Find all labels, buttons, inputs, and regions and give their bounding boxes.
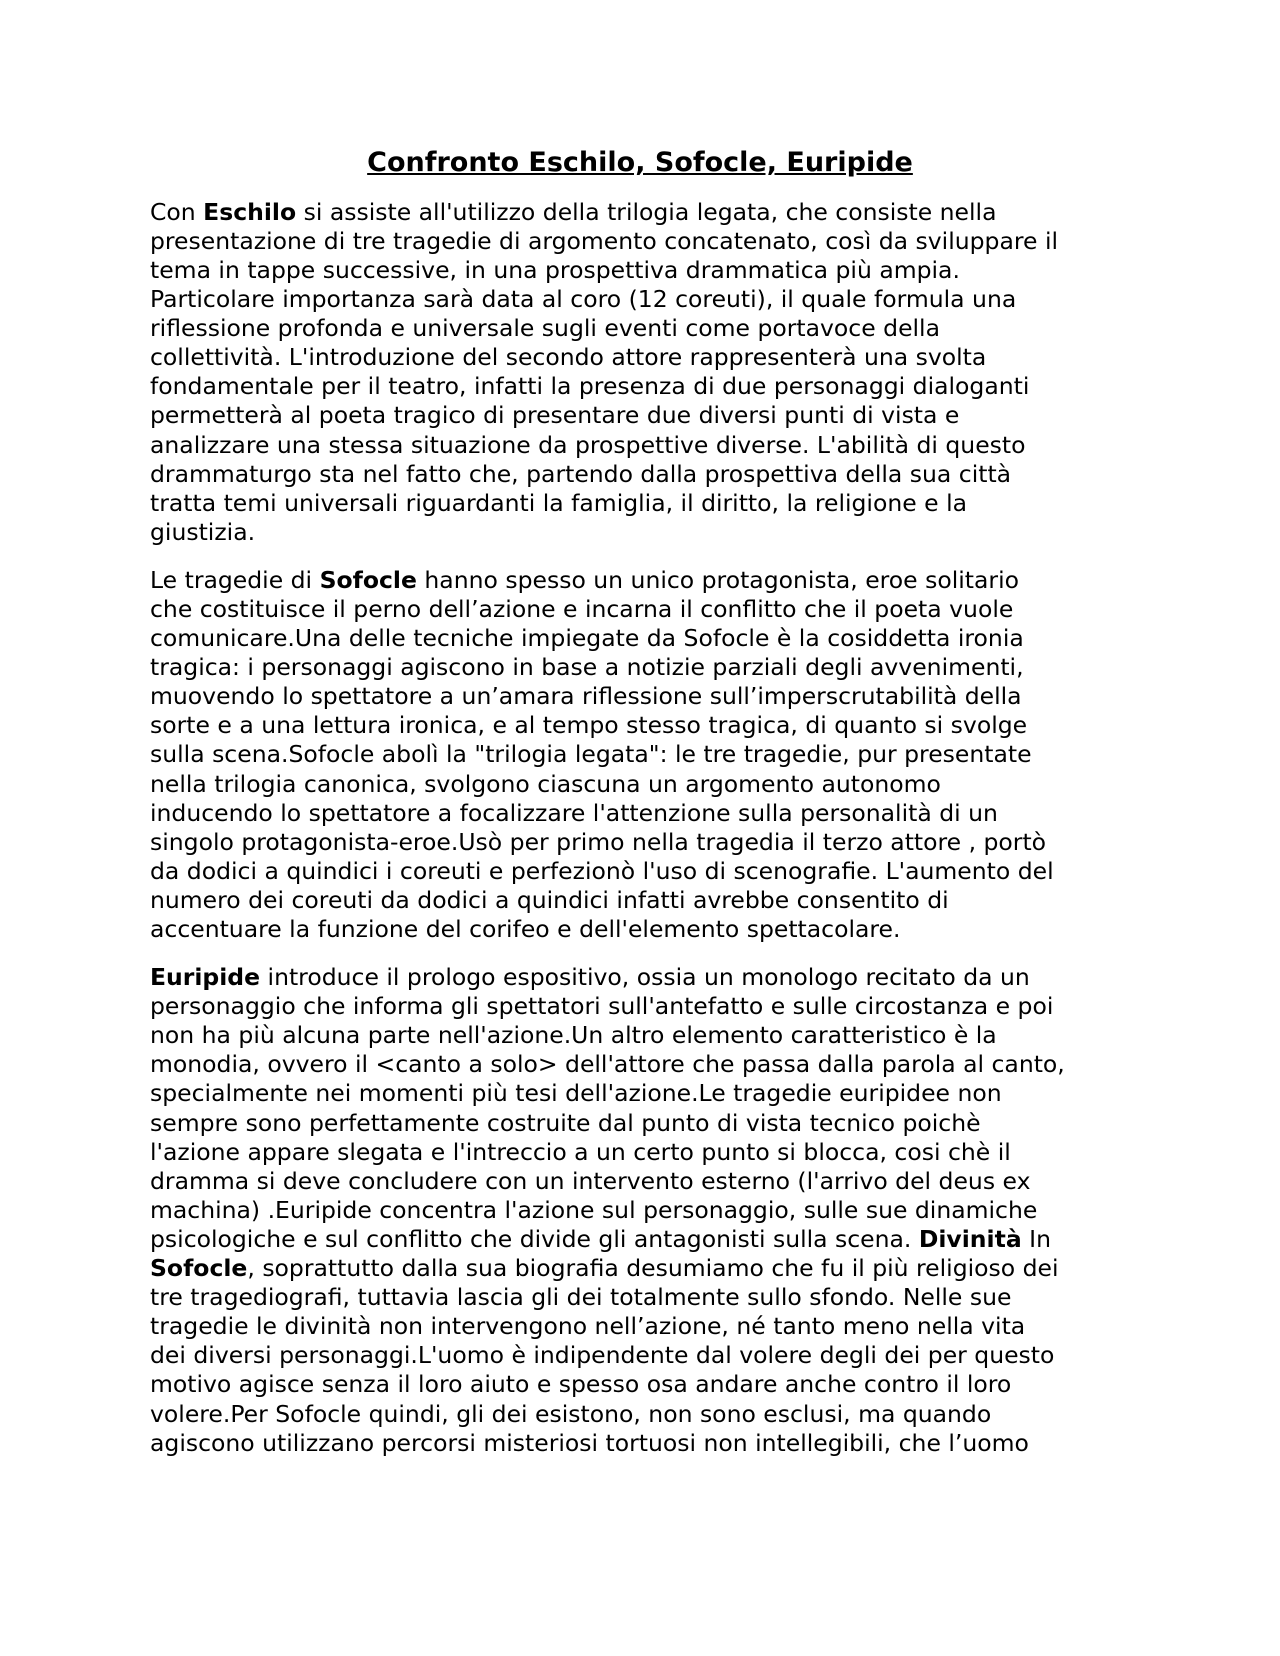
bold-term-euripide: Euripide (150, 963, 261, 992)
bold-term-divinita: Divinità (918, 1224, 1022, 1253)
paragraph-text: introduce il prologo espositivo, ossia un monologo recitato da un personaggio che informa gli spettatori sull'antefatto e sulle circostanza e poi non ha più alcuna parte nell'azione.Un altro elemento caratteristico è la monodia, ovvero il <canto a solo> dell'attore che passa dalla parola al canto, specialmente nei momenti più tesi dell'azione.Le tragedie euripidee non sempre sono perfettamente costruite dal punto di vista tecnico poichè l'azione appare slegata e l'intreccio a un certo punto si blocca, cosi chè il dramma si deve concludere con un intervento esterno (l'arrivo del deus ex machina) .Euripide concentra l'azione sul personaggio, sulle sue dinamiche psicologiche e sul conflitto che divide gli antagonisti sulla scena. (150, 963, 1065, 1253)
paragraph-text: si assiste all'utilizzo della trilogia legata, che consiste nella presentazione di tre tragedie di argomento concatenato, così da sviluppare il tema in tappe successive, in una prospettiva drammatica più ampia. Particolare importanza sarà data al coro (12 coreuti), il quale formula una riflessione profonda e universale sugli eventi come portavoce della collettività. L'introduzione del secondo attore rappresenterà una svolta fondamentale per il teatro, infatti la presenza di due personaggi dialoganti permetterà al poeta tragico di presentare due diversi punti di vista e analizzare una stessa situazione da prospettive diverse. L'abilità di questo drammaturgo sta nel fatto che, partendo dalla prospettiva della sua città tratta temi universali riguardanti la famiglia, il diritto, la religione e la giustizia. (150, 197, 1058, 546)
paragraph-euripide (150, 963, 1130, 1458)
paragraph-text: In (1029, 1224, 1051, 1253)
bold-term-sofocle: Sofocle (150, 1254, 248, 1283)
paragraph-sofocle (150, 566, 1130, 944)
paragraph-text: , soprattutto dalla sua biografia desumiamo che fu il più religioso dei tre tragediografi, tuttavia lascia gli dei totalmente sullo sfondo. Nelle sue tragedie le divinità non intervengono nell’azione, né tanto meno nella vita dei diversi personaggi.L'uomo è indipendente dal volere degli dei per questo motivo agisce senza il loro aiuto e spesso osa andare anche contro il loro volere.Per Sofocle quindi, gli dei esistono, non sono esclusi, ma quando agiscono utilizzano percorsi misteriosi tortuosi non intellegibili, che l’uomo (150, 1254, 1059, 1457)
bold-term-eschilo: Eschilo (203, 197, 297, 226)
document-title: Confronto Eschilo, Sofocle, Euripide (367, 147, 913, 178)
paragraph-eschilo (150, 198, 1130, 547)
bold-term-sofocle: Sofocle (319, 565, 417, 594)
document-body (150, 146, 1130, 1477)
paragraph-text: hanno spesso un unico protagonista, eroe solitario che costituisce il perno dell’azione e incarna il conflitto che il poeta vuole comunicare.Una delle tecniche impiegate da Sofocle è la cosiddetta ironia tragica: i personaggi agiscono in base a notizie parziali degli avvenimenti, muovendo lo spettatore a un’amara riflessione sull’imperscrutabilità della sorte e a una lettura ironica, e al tempo stesso tragica, di quanto si svolge sulla scena.Sofocle abolì la "trilogia legata": le tre tragedie, pur presentate nella trilogia canonica, svolgono ciascuna un argomento autonomo inducendo lo spettatore a focalizzare l'attenzione sulla personalità di un singolo protagonista-eroe.Usò per primo nella tragedia il terzo attore , portò da dodici a quindici i coreuti e perfezionò l'uso di scenografie. L'aumento del numero dei coreuti da dodici a quindici infatti avrebbe consentito di accentuare la funzione del corifeo e dell'elemento spettacolare. (150, 565, 1054, 943)
paragraph-text: Le tragedie di (150, 565, 320, 594)
paragraph-text: Con (150, 197, 204, 226)
